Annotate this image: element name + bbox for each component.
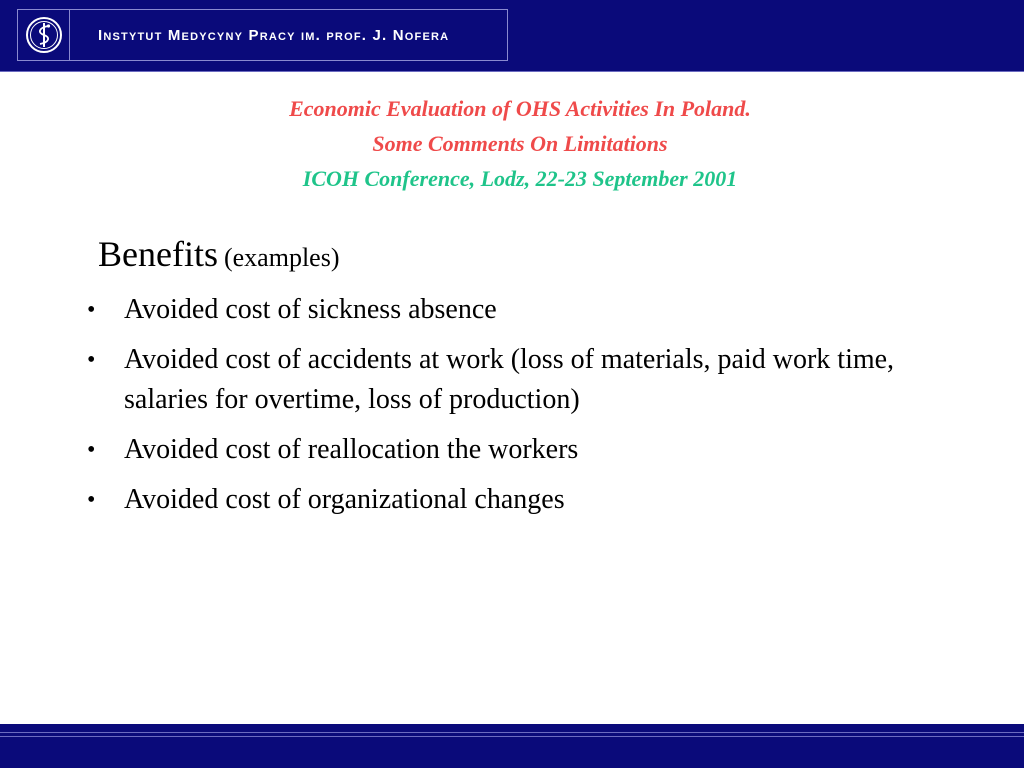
list-item-text: Avoided cost of accidents at work (loss of materials, paid work time, salaries for overtime, loss of production) bbox=[124, 344, 895, 415]
benefits-subheading: (examples) bbox=[223, 243, 340, 272]
header-band bbox=[0, 0, 1024, 72]
footer-band bbox=[0, 724, 1024, 768]
slide-title bbox=[0, 91, 1024, 196]
list-item-text: Avoided cost of sickness absence bbox=[124, 294, 497, 325]
footer-divider bbox=[0, 732, 1024, 733]
list-item bbox=[84, 290, 964, 330]
caduceus-icon bbox=[18, 10, 70, 60]
institute-logo-box bbox=[17, 9, 508, 61]
bullet-icon: • bbox=[87, 297, 96, 323]
title-line-1: Economic Evaluation of OHS Activities In Poland. bbox=[289, 96, 751, 121]
footer-divider bbox=[0, 736, 1024, 737]
bullet-icon: • bbox=[87, 437, 96, 463]
institute-name: Instytut Medycyny Pracy im. prof. J. Nofera bbox=[98, 26, 450, 44]
list-item-text: Avoided cost of organizational changes bbox=[124, 484, 565, 515]
list-item bbox=[84, 340, 964, 420]
list-item bbox=[84, 430, 964, 470]
list-item bbox=[84, 480, 964, 520]
benefits-heading-text: Benefits bbox=[98, 234, 218, 274]
title-line-3: ICOH Conference, Lodz, 22-23 September 2001 bbox=[302, 166, 738, 191]
bullet-icon: • bbox=[87, 487, 96, 513]
benefits-heading bbox=[98, 233, 340, 275]
title-line-2: Some Comments On Limitations bbox=[372, 131, 668, 156]
benefits-list bbox=[84, 290, 964, 530]
list-item-text: Avoided cost of reallocation the workers bbox=[124, 434, 579, 465]
bullet-icon: • bbox=[87, 347, 96, 373]
